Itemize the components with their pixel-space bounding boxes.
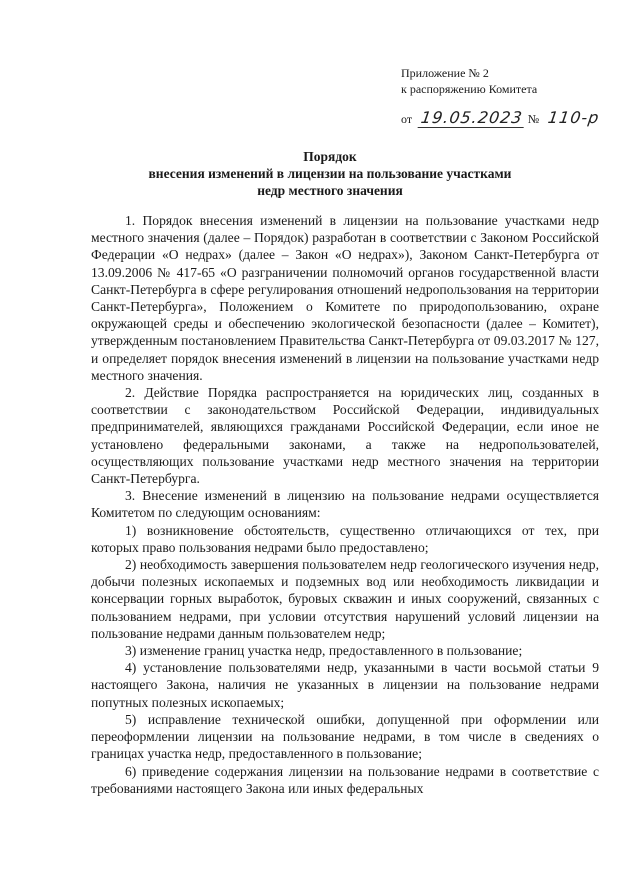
order-reference <box>401 108 602 128</box>
title-line-1: Порядок <box>303 149 357 164</box>
list-item-4: 4) установление пользователями недр, указанными в части восьмой статьи 9 настоящего Закона, наличия не указанных в лицензии на пользование недрами попутных полезных ископаемых; <box>91 660 599 710</box>
handwritten-number: 110-р <box>546 108 601 127</box>
list-item-1: 1) возникновение обстоятельств, существенно отличающихся от тех, при которых право пользования недрами было предоставлено; <box>91 522 599 555</box>
appendix-subtitle: к распоряжению Комитета <box>401 82 538 96</box>
title-line-2: внесения изменений в лицензии на пользование участками <box>148 166 512 181</box>
title-line-3: недр местного значения <box>257 183 403 198</box>
list-item-6: 6) приведение содержания лицензии на пользование недрами в соответствие с требованиями настоящего Закона или иных федеральных <box>91 763 599 796</box>
appendix-title: Приложение № 2 <box>401 66 489 80</box>
document-body <box>91 212 599 797</box>
list-item-2: 2) необходимость завершения пользователем недр геологического изучения недр, добычи полезных ископаемых и подземных вод или необходимость ликвидации и консервации горных выработок, буровых скважин и иных сооружений, связанных с пользованием недрами, при условии отсутствия нарушений условий лицензии на пользование недрами данным пользователем недр; <box>91 557 599 641</box>
number-label: № <box>527 112 540 126</box>
list-item-3: 3) изменение границ участка недр, предоставленного в пользование; <box>125 643 523 659</box>
paragraph-3: 3. Внесение изменений в лицензию на пользование недрами осуществляется Комитетом по следующим основаниям: <box>91 488 599 521</box>
paragraph-2: 2. Действие Порядка распространяется на юридических лиц, созданных в соответствии с законодательством Российской Федерации, индивидуальных предпринимателей, являющихся гражданами Российской Федерации, если иное не установлено федеральными законами, а также на недропользователей, осуществляющих пользование участками недр местного значения на территории Санкт-Петербурга. <box>91 385 599 487</box>
document-title <box>80 148 580 199</box>
handwritten-date: 19.05.2023 <box>418 108 526 128</box>
list-item-5: 5) исправление технической ошибки, допущенной при оформлении или переоформлении лицензии на пользование недрами, в том числе в сведениях о границах участка недр, предоставленного в пользование; <box>91 711 599 762</box>
paragraph-1: 1. Порядок внесения изменений в лицензии на пользование участками недр местного значения (далее – Порядок) разработан в соответствии с Законом Российской Федерации «О недрах» (далее – Закон «О недрах»), Законом Санкт-Петербурга от 13.09.2006 № 417-65 «О разграничении полномочий органов государственной власти Санкт-Петербурга в сфере регулирования отношений недропользования на территории Санкт-Петербурга», Положением о Комитете по природопользованию, охране окружающей среды и обеспечению экологической безопасности (далее – Комитет), утвержденным постановлением Правительства Санкт-Петербурга от 09.03.2017 № 127, и определяет порядок внесения изменений в лицензии на пользование участками недр местного значения. <box>91 213 599 383</box>
appendix-header <box>401 65 537 97</box>
from-label: от <box>401 112 413 126</box>
